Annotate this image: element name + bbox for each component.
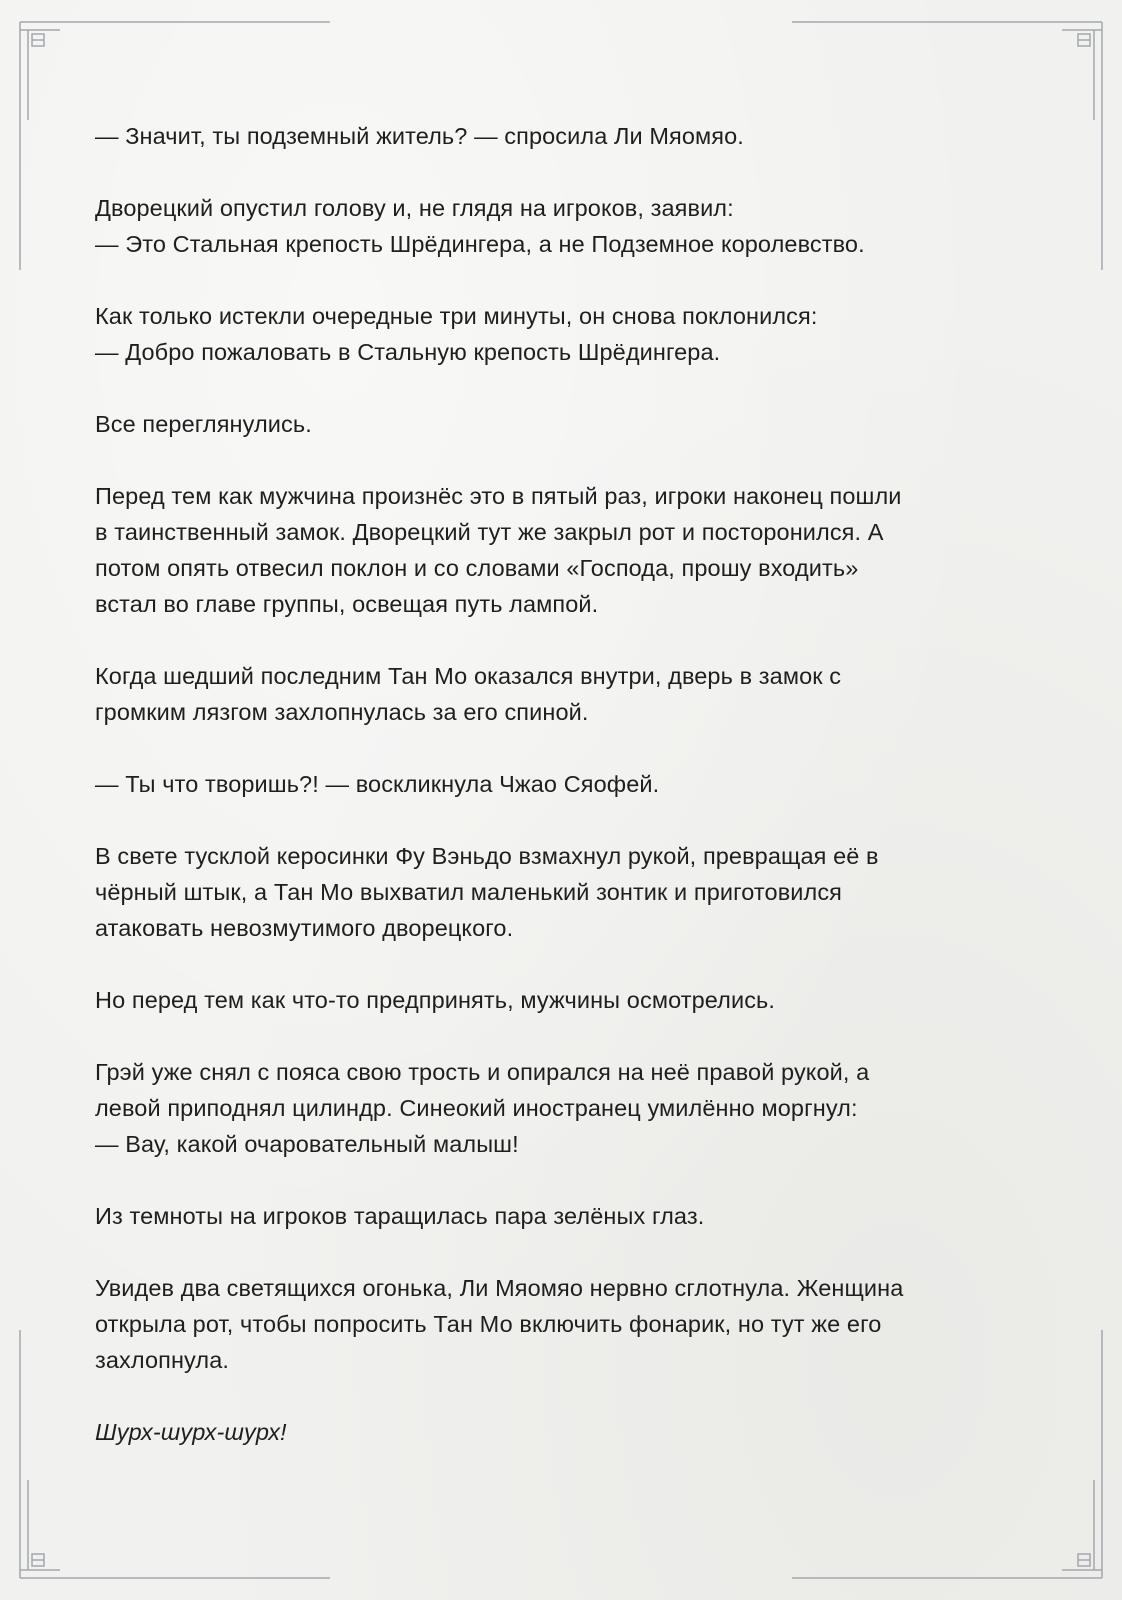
paragraph: Грэй уже снял с пояса свою трость и опирался на неё правой рукой, а левой приподнял цилиндр. Синеокий иностранец умилённо моргнул: — Вау, какой очаровательный малыш! [95, 1059, 870, 1157]
paragraph: Дворецкий опустил голову и, не глядя на игроков, заявил: — Это Стальная крепость Шрёдингера, а не Подземное королевство. [95, 195, 865, 257]
paragraph: Как только истекли очередные три минуты, он снова поклонился: — Добро пожаловать в Стальную крепость Шрёдингера. [95, 303, 818, 365]
paragraph: Когда шедший последним Тан Мо оказался внутри, дверь в замок с громким лязгом захлопнулась за его спиной. [95, 663, 842, 725]
document-body [95, 118, 1035, 1486]
paragraph: — Значит, ты подземный житель? — спросила Ли Мяомяо. [95, 123, 744, 149]
paragraph: Увидев два светящихся огонька, Ли Мяомяо нервно сглотнула. Женщина открыла рот, чтобы попросить Тан Мо включить фонарик, но тут же его захлопнула. [95, 1275, 904, 1373]
paragraph: Но перед тем как что-то предпринять, мужчины осмотрелись. [95, 987, 776, 1013]
paragraph-sound-effect: Шурх-шурх-шурх! [95, 1419, 287, 1445]
paragraph: Все переглянулись. [95, 411, 312, 437]
paragraph: В свете тусклой керосинки Фу Вэньдо взмахнул рукой, превращая её в чёрный штык, а Тан Мо выхватил маленький зонтик и приготовился атаковать невозмутимого дворецкого. [95, 843, 879, 941]
paragraph: Из темноты на игроков таращилась пара зелёных глаз. [95, 1203, 705, 1229]
paragraph: Перед тем как мужчина произнёс это в пятый раз, игроки наконец пошли в таинственный замок. Дворецкий тут же закрыл рот и посторонился. А потом опять отвесил поклон и со словами «Господа, прошу входить» встал во главе группы, освещая путь лампой. [95, 483, 902, 617]
paragraph: — Ты что творишь?! — воскликнула Чжао Сяофей. [95, 771, 660, 797]
